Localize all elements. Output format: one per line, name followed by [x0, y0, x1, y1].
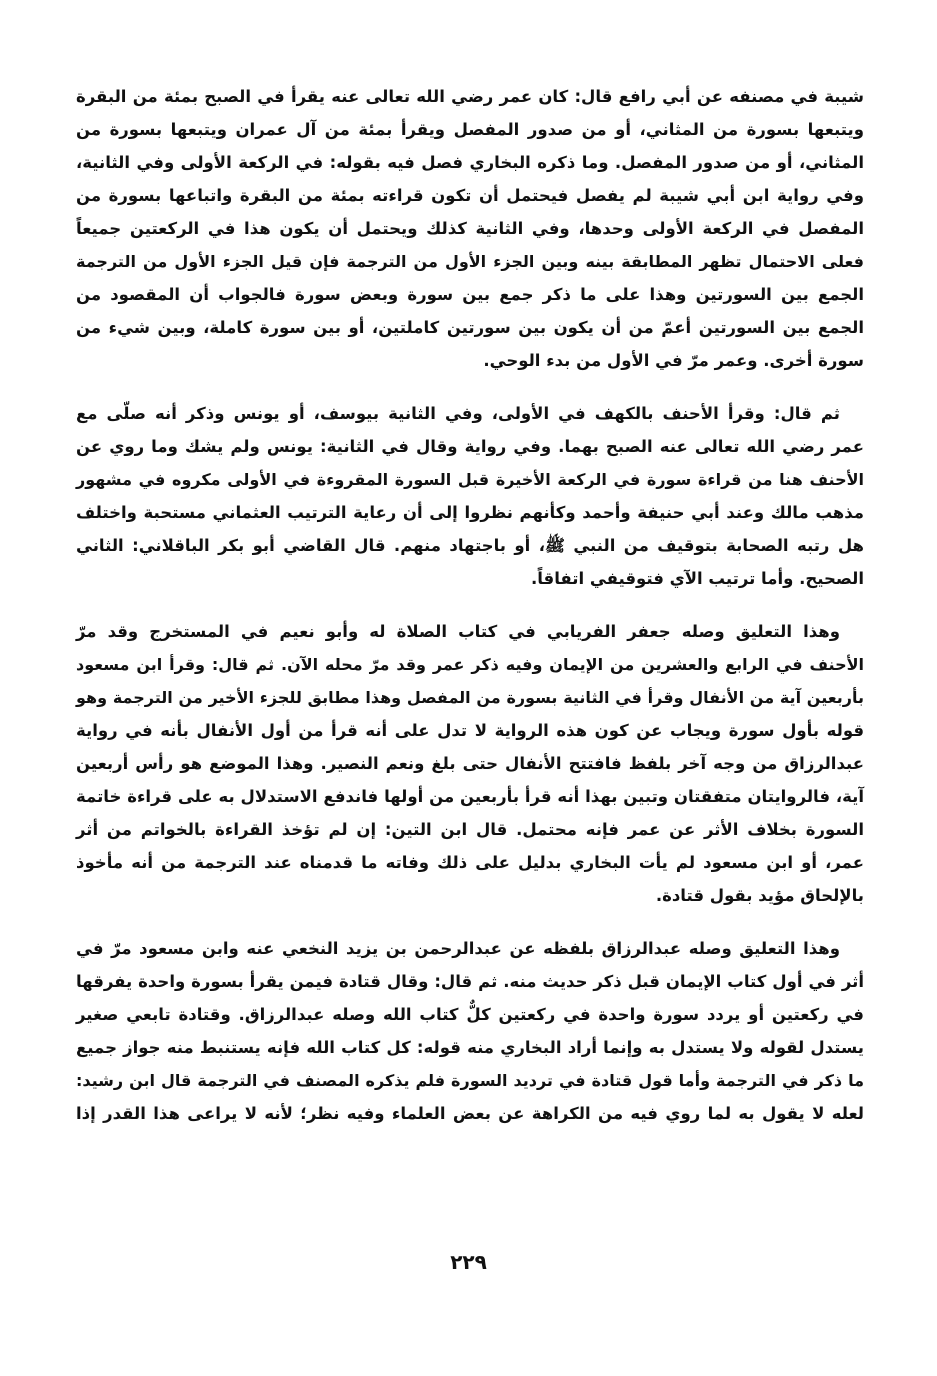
- text-line: ثم قال: وقرأ الأحنف بالكهف في الأولى، وفي الثانية بيوسف، أو يونس وذكر أنه صلّى مع: [76, 404, 840, 423]
- text-line: الأحنف في الرابع والعشرين من الإيمان وفيه ذكر عمر وقد مرّ محله الآن. ثم قال: وقرأ ابن مسعود: [76, 655, 864, 674]
- text-line: الجمع بين السورتين وهذا على ما ذكر جمع بين سورة وبعض سورة فالجواب أن المقصود من: [76, 285, 864, 304]
- page-number: ٢٢٩: [450, 1250, 487, 1274]
- text-line: شيبة في مصنفه عن أبي رافع قال: كان عمر رضي الله تعالى عنه يقرأ في الصبح بمئة من البقرة: [76, 87, 864, 106]
- text-line: مذهب مالك وعند أبي حنيفة وأحمد وكأنهم نظروا إلى أن رعاية الترتيب العثماني مستحبة واختلف: [76, 503, 864, 522]
- text-line: وهذا التعليق وصله جعفر الفريابي في كتاب الصلاة له وأبو نعيم في المستخرج وقد مرّ: [76, 622, 840, 641]
- text-line: المثاني، أو من صدور المفصل. وما ذكره البخاري فصل فيه بقوله: في الركعة الأولى وفي الثانية،: [76, 153, 864, 172]
- text-line: بالإلحاق مؤيد بقول قتادة.: [655, 886, 864, 905]
- text-line: سورة أخرى. وعمر مرّ في الأول من بدء الوحي.: [483, 351, 864, 370]
- text-line: السورة بخلاف الأثر عن عمر فإنه محتمل. قال ابن التين: إن لم تؤخذ القراءة بالخواتم من أثر: [76, 820, 864, 839]
- text-line: وهذا التعليق وصله عبدالرزاق بلفظه عن عبدالرحمن بن يزيد النخعي عنه وابن مسعود مرّ في: [76, 939, 840, 958]
- text-line: آية، فالروايتان متفقتان وتبين بهذا أنه قرأ بأربعين من أولها فاندفع الاستدلال به على قراءة خاتمة: [76, 787, 864, 806]
- text-line: عمر رضي الله تعالى عنه الصبح بهما. وفي رواية وقال في الثانية: يونس ولم يشك وما روي عن: [76, 437, 864, 456]
- text-line: يستدل لقوله ولا يستدل به وإنما أراد البخاري منه قوله: كل كتاب الله فإنه يستنبط منه جواز جميع: [76, 1038, 864, 1057]
- text-line: الأحنف هنا من قراءة سورة في الركعة الأخيرة قبل السورة المقروءة في الأولى مكروه في مشهور: [76, 470, 864, 489]
- text-line: في ركعتين أو يردد سورة واحدة في ركعتين كلٌّ كتاب الله وصله عبدالرزاق. وقتادة تابعي صغير: [76, 1005, 864, 1024]
- text-line: هل رتبه الصحابة بتوقيف من النبي ﷺ، أو باجتهاد منهم. قال القاضي أبو بكر الباقلاني: الثاني: [76, 536, 864, 555]
- text-line: عبدالرزاق من وجه آخر بلفظ فافتتح الأنفال حتى بلغ ونعم النصير. وهذا الموضع هو رأس أربعين: [76, 754, 864, 773]
- text-line: بأربعين آية من الأنفال وقرأ في الثانية بسورة من المفصل وهذا مطابق للجزء الأخير من الترجمة وهو: [76, 688, 864, 707]
- text-line: أثر في أول كتاب الإيمان قبل ذكر حديث منه. ثم قال: وقال قتادة فيمن يقرأ بسورة واحدة يفرقها: [76, 972, 864, 991]
- text-line: ما ذكر في الترجمة وأما قول قتادة في ترديد السورة فلم يذكره المصنف في الترجمة قال ابن رشيد:: [76, 1071, 864, 1090]
- text-line: الجمع بين السورتين أعمّ من أن يكون بين سورتين كاملتين، أو بين سورة كاملة، وبين شيء من: [76, 318, 864, 337]
- paragraph-4: [76, 932, 864, 1130]
- text-line: الصحيح. وأما ترتيب الآي فتوقيفي اتفاقاً.: [530, 569, 864, 588]
- paragraph-2: [76, 397, 864, 595]
- text-line: فعلى الاحتمال تظهر المطابقة بينه وبين الجزء الأول من الترجمة فإن قيل الجزء الأول من الترجمة: [76, 252, 864, 271]
- text-line: المفصل في الركعة الأولى وحدها، وفي الثانية كذلك ويحتمل أن يكون هذا في الركعتين جميعاً: [76, 219, 864, 238]
- text-line: ويتبعها بسورة من المثاني، أو من صدور المفصل ويقرأ بمئة من آل عمران ويتبعها بسورة من: [76, 120, 864, 139]
- text-line: لعله لا يقول به لما روي فيه من الكراهة عن بعض العلماء وفيه نظر؛ لأنه لا يراعى هذا القدر إذا: [76, 1104, 864, 1123]
- text-line: وفي رواية ابن أبي شيبة لم يفصل فيحتمل أن تكون قراءته بمئة من البقرة واتباعها بسورة من: [76, 186, 864, 205]
- text-line: قوله بأول سورة ويجاب عن كون هذه الرواية لا تدل على أنه قرأ من أول الأنفال بأنه في رواية: [76, 721, 864, 740]
- paragraph-3: [76, 615, 864, 912]
- paragraph-1: [76, 80, 864, 377]
- page-body: [76, 80, 864, 1150]
- text-line: عمر، أو ابن مسعود لم يأت البخاري بدليل على ذلك وفاته ما قدمناه عند الترجمة من أنه مأخوذ: [76, 853, 864, 872]
